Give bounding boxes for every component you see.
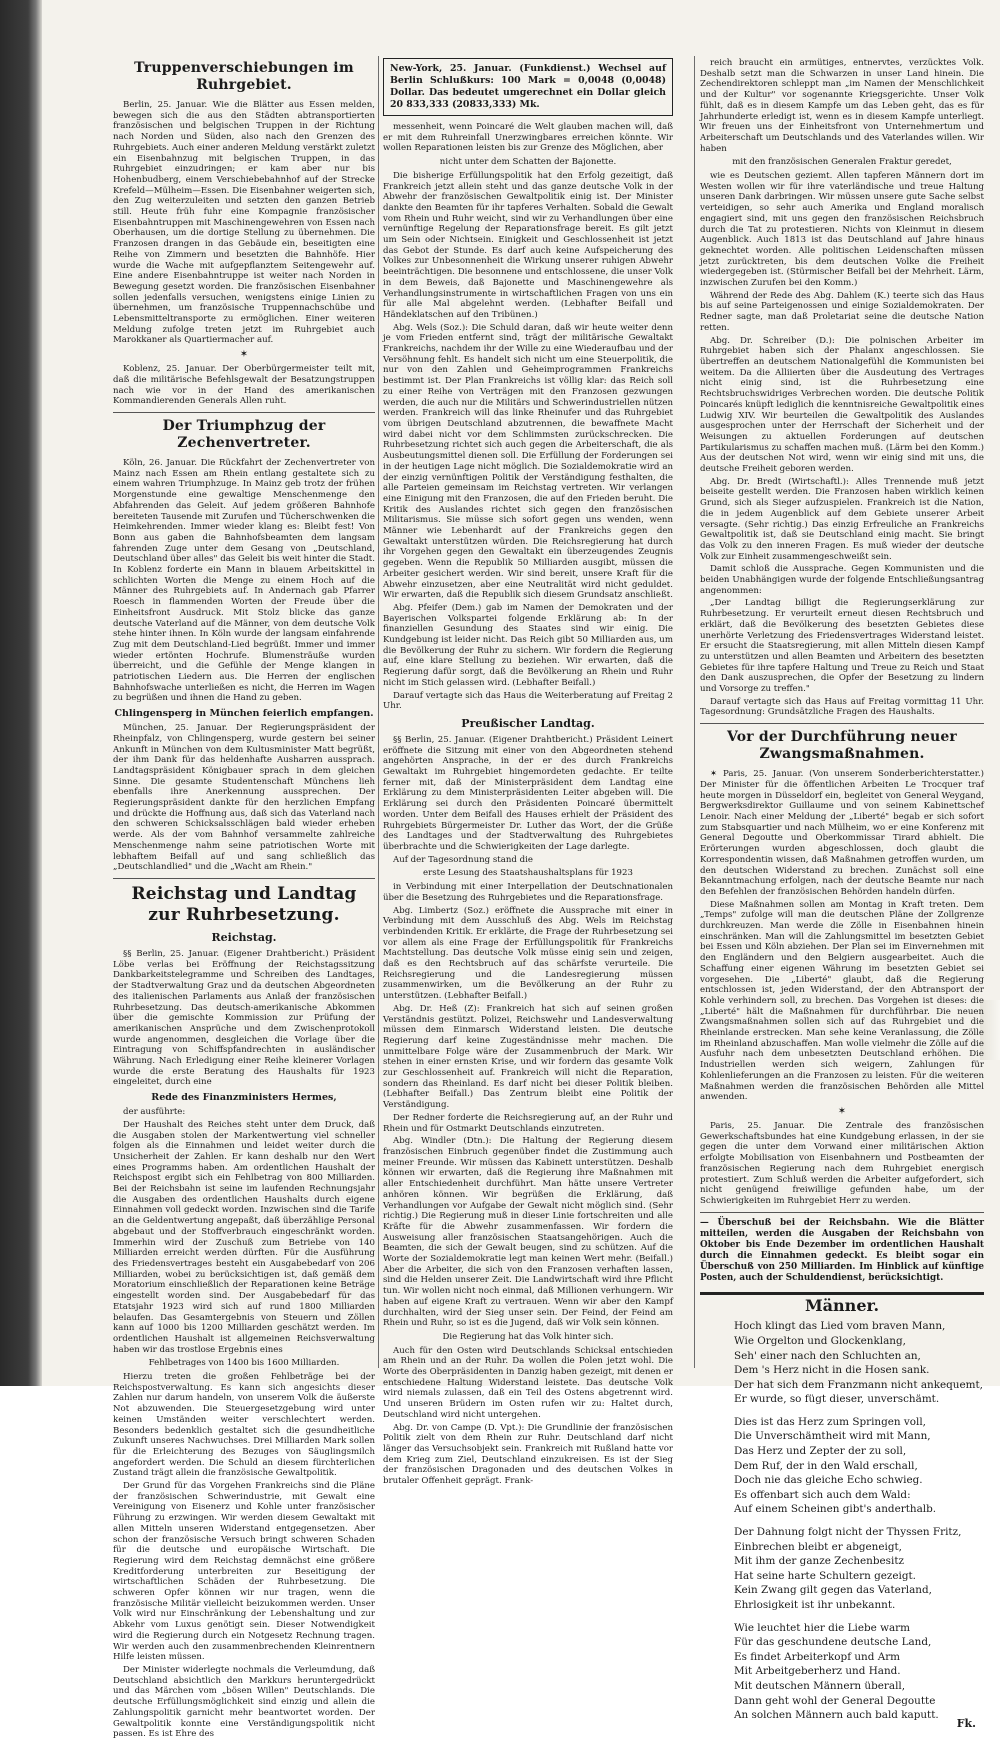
article-paragraph: Diese Maßnahmen sollen am Montag in Kraft treten. Dem „Temps" zufolge will man die deutschen Pläne der Zollgrenze durchkreuzen. Man werde die Zölle in Eisenbahnen hinein einschränken. Man will die Zahlungsmittel im besetzten Gebiet bei Essen und Köln abziehen. Der Plan sei im Einvernehmen mit den Engländern und den Belgiern ausgearbeitet. Auch die Schaffung einer eigenen Währung im besetzten Gebiet sei vorgesehen. Die „Liberté" glaubt, daß die Regierung entschlossen ist, jeden Widerstand, der den Abtransport der Kohle verhindern soll, zu brechen. Das Vorgehen ist dieses: die „Liberté" hält die Maßnahmen für durchführbar. Die neuen Zwangsmaßnahmen sollen sich auf das Ruhrgebiet und die Rheinlande erstrecken. Man sehe keine Veranlassung, die Zölle im Rheinland abzuschaffen. Man wolle vielmehr die Zölle auf die Ausfuhr nach dem unbesetzten Deutschland erhöhen. Die Industriellen werden sich weigern, Zahlungen für Kohlenlieferungen an die Franzosen zu leisten. Für die weiteren Maßnahmen werden die französischen Behörden alle Mittel anwenden. [700,899,984,1103]
article-paragraph: Darauf vertagte sich das Haus die Weiterberatung auf Freitag 2 Uhr. [383,690,673,712]
divider [113,412,375,413]
article-paragraph: wie es Deutschen geziemt. Allen tapferen Männern dort im Westen wollen wir für ihre vaterländische und treue Haltung unseren Dank darbringen. Wir müssen unsere gute Sache selbst verteidigen, so sehr auch Amerika und England moralisch engagiert sind, mit uns gegen den französischen Reichsbruch durch die Tat zu protestieren. Nichts von Kleinmut in diesem Augenblick. Auch 1813 ist das Deutschland auf Jahre hinaus geknechtet worden. Alle politischen Leidenschaften müssen jetzt zurücktreten, bis dem deutschen Volke die Freiheit wiedergegeben ist. (Stürmischer Beifall bei der Mehrheit. Lärm, inzwischen Zurufen bei den Komm.) [700,171,984,289]
poem-line: Hat seine harte Schultern gezeigt. [734,1569,916,1582]
article-paragraph: §§ Berlin, 25. Januar. (Eigener Drahtbericht.) Präsident Leinert eröffnete die Sitzung mit einer von den Abgeordneten stehend angehörten Ansprache, in der er des durch Frankreichs Gewaltakt im Ruhrgebiet hingemordeten gedachte. Er teilte ferner mit, daß der Ministerpräsident dem Landtag eine Erklärung zu dem Ministerpräsidenten Leiter abgeben will. Die Erklärung sei durch den Präsidenten Poincaré übermittelt worden. Unter dem Beifall des Hauses erhielt der Präsident des Ruhrgebiets Bürgermeister Dr. Luther das Wort, der die Grüße des Landtages und der Stadtverwaltung des Ruhrgebietes überbrachte und die Schwierigkeiten der Lage darlegte. [383,734,673,852]
poem-line: Es findet Arbeiterkopf und Arm [734,1650,901,1663]
column-1 [113,58,375,1740]
book-binding [0,0,42,1386]
poem-line: Kein Zwang gilt gegen das Vaterland, [734,1584,932,1597]
poem-line: Wie Orgelton und Glockenklang, [734,1334,906,1347]
article-paragraph: Die bisherige Erfüllungspolitik hat den Erfolg gezeitigt, daß Frankreich jetzt allein steht und das ganze deutsche Volk in der Abwehr der französischen Gewaltpolitik einig ist. Der Minister dankte den Beamten für ihr tapferes Verhalten. Sobald die Gewalt vom Rhein und Ruhr weicht, sind wir zu Verhandlungen über eine vernünftige Regelung der Reparationsfrage bereit. Es gilt jetzt um Sein oder Nichtsein. Einigkeit und Geschlossenheit ist jetzt das Gebot der Stunde. Es darf auch keine Aufspeicherung des Volkes zur Unbesonnenheit die Wirkung unserer ruhigen Abwehr beeinträchtigen. Die besonnene und entschlossene, die unser Volk in dem Beweis, daß Bajonette und Maschinengewehre als Verhandlungsinstrumente in wirtschaftlichen Fragen von uns ein für alle Mal abgelehnt werden. (Lebhafter Beifall und Händeklatschen auf den Tribünen.) [383,170,673,320]
article-paragraph: Damit schloß die Aussprache. Gegen Kommunisten und die beiden Unabhängigen wurde der folgende Entschließungsantrag angenommen: [700,564,984,596]
poem-line: Das Herz und Zepter der zu soll, [734,1445,907,1458]
article-paragraph: Abg. Dr. von Campe (D. Vpt.): Die Grundlinie der französischen Politik zielt von dem Rhein zur Ruhr. Deutschland darf nicht länger das Versuchsobjekt sein. Frankreich mit Rußland hatte vor dem Krieg zum Ziel, Deutschland einzukreisen. Es ist der Sieg der französischen Dragonaden und des deutschen Volkes in brutaler Offenheit geprägt. Frank- [383,1422,673,1487]
article-paragraph: Auf der Tagesordnung stand die [393,854,533,865]
article-paragraph: München, 25. Januar. Der Regierungspräsident der Rheinpfalz, von Chlingensperg, wurde gestern bei seiner Ankunft in München von dem Kultusminister Matt begrüßt, der ihm Dank für das heldenhafte Ausharren aussprach. Landtagspräsident Königbauer sprach in dem gleichen Sinne. Die gesamte Studentenschaft Münchens lieh ebenfalls ihre Anerkennung aussprechen. Der Regierungspräsident dankte für den herzlichen Empfang und drückte die Hoffnung aus, daß sich das Vaterland nach den schweren Schicksalsschlägen bald wieder erheben werde. Als der vom Bahnhof versammelte zahlreiche Menschenmenge nahm seine patriotischen Worte mit lebhaftem Beifall auf und sang schließlich das „Deutschlandlied" und die „Wacht am Rhein." [113,723,375,873]
article-paragraph: Berlin, 25. Januar. Wie die Blätter aus Essen melden, bewegen sich die aus den Städten abtransportierten französischen und belgischen Truppen in der Richtung nach Norden und Süden, also nach den Grenzen des Ruhrgebiets. Auch einer anderen Meldung verstärkt zuletzt ein Eisenbahnzug mit belgischen Truppen, in das Ruhrgebiet einzudringen; er kam aber nur bis Hohenbudberg, einem Verschiebebahnhof auf der Strecke Krefeld—Mülheim—Essen. Die Eisenbahner weigerten sich, den Zug weiterzuleiten und setzten den ganzen Betrieb still. Heute früh fuhr eine Kompagnie französischer Eisenbahntruppen mit Maschinengewehren von Essen nach Oberhausen, um die dortige Stellung zu übernehmen. Die Franzosen drangen in das Gebäude ein, beseitigten eine Reihe von Zimmern und besetzten die Bahnhöfe. Hier wurde die Wache mit aufgepflanztem Seitengewehr auf. Eine andere Eisenbahntruppe ist weiter nach Norden in Bewegung gesetzt worden. Die französischen Eisenbahner sollen jedenfalls versuchen, wenigstens einige Linien zu übernehmen, um französische Truppennachschübe und Lebensmitteltransporte zu ermöglichen. Einer weiteren Meldung zufolge treten jetzt im Ruhrgebiet auch Marokkaner als Quartiermacher auf. [113,100,375,346]
separator-star: ✶ [239,349,249,361]
poem [734,1319,984,1731]
poem-stanza [734,1415,984,1517]
article-paragraph: Abg. Windler (Dtn.): Die Haltung der Regierung diesem französischen Einbruch gegenüber findet die Zustimmung auch meiner Freunde. Wir müssen das Kabinett unterstützen. Deshalb können wir erwarten, daß die Regierung ihre Maßnahmen mit aller Entschiedenheit durchführt. Man hätte unsere Vertreter anhören können. Wir begrüßen die Erklärung, daß Verhandlungen vor Aufgabe der Gewalt nicht möglich sind. (Sehr richtig.) Die Regierung muß in dieser Linie fortschreiten und alle Kräfte für die Abwehr zusammenfassen. Wir fordern die Ausweisung aller französischen Staatsangehörigen. Auch die Beamten, die sich der Gewalt beugen, sind zu schützen. Auf die Worte der Sozialdemokratie legt man keinen Wert mehr. (Beifall.) Aber die Arbeiter, die sich von den Franzosen verhaften lassen, sind die Helden unserer Zeit. Die Landwirtschaft wird ihre Pflicht tun. Wir wollen nicht noch einmal, daß Millionen verhungern. Wir haben auf eigene Kraft zu vertrauen. Wenn wir aber den Kampf durchhalten, wird der Sieg unser sein. Der Feind, der Feind am Rhein und Ruhr, so ist es die Jugend, daß wir Volk sein können. [383,1136,673,1329]
poem-line: Dem 's Herz nicht in die Hosen sank. [734,1364,930,1377]
subheadline-reichstag: Reichstag. [211,931,277,944]
article-paragraph: Abg. Wels (Soz.): Die Schuld daran, daß wir heute weiter denn je vom Frieden entfernt sind, trägt der militärische Gewaltakt Frankreichs, nachdem ihr der Wille zu eine Wiederaufbau und der Versöhnung fehlt. Es handelt sich nicht um eine Steuerpolitik, die nur von den Zahlen und Geheimprogrammen Frankreichs bestimmt ist. Der Plan Frankreichs ist völlig klar: das Reich soll zu einer Reihe von Verträgen mit den Franzosen gezwungen werden, die auch nur die Militärs und Schwerindustriellen nützen werden. Frankreich will das linke Rheinufer und das Ruhrgebiet vom übrigen Deutschland abzutrennen, die bewaffnete Macht wird dabei nicht vor dem Schlimmsten zurückschrecken. Die Ruhrbesetzung richtet sich auch gegen die Arbeiterschaft, die als Ausbeutungsmittel dienen soll. Die Erfüllung der Forderungen sei in der heutigen Lage nicht möglich. Die Sozialdemokratie wird an der einzig vernünftigen Politik der Verständigung festhalten, die alle Parteien gemeinsam im Reichstag vertreten. Wir verlangen eine Einigung mit den Franzosen, die auf den Frieden beruht. Die Kritik des Auslandes richtet sich gegen den französischen Militarismus. Sie müsse sich sofort gegen uns wenden, wenn Männer wie Lebenhardt auf der Frankreichs gegen den Gewaltakt unterstützen würden. Die Reichsregierung hat durch ihr Vorgehen gegen den Gewaltakt ein überzeugendes Zeugnis gegeben. Wenn die Republik 50 Milliarden ausgibt, müssen die Arbeiter gesichert werden. Wir sind bereit, unsere Kraft für die Abwehr einzusetzen, aber eine Neutralität wird nicht geduldet. Wir erwarten, daß die Republik sich diesem Grundsatz anschließt. [383,322,673,601]
poem-line: Der Dahnung folgt nicht der Thyssen Fritz, [734,1526,962,1539]
headline-reichstag: Reichstag und Landtag zur Ruhrbesetzung. [131,884,357,925]
poem-line: Doch nie das gleiche Echo schwieg. [734,1474,923,1487]
highlight-line: Die Regierung hat das Volk hinter sich. [442,1331,614,1342]
article-paragraph: Paris, 25. Januar. Die Zentrale des französischen Gewerkschaftsbundes hat eine Kundgebung erlassen, in der sie gegen die unter dem Vorwand einer militärischen Aktion erfolgte Mobilisation von Eisenbahnern und Postbeamten der französischen Regierung nach dem Ruhrgebiet energisch protestiert. Zum Schluß werden die Arbeiter aufgefordert, sich nicht genügend freiwillige gefunden habe, um der Schwierigkeiten im Ruhrgebiet Herr zu werden. [700,1120,984,1206]
poem-line: Auf einem Scheinen gibt's anderthalb. [734,1503,937,1516]
highlight-line: mit den französischen Generalen Fraktur geredet, [732,157,952,168]
article-paragraph: Köln, 26. Januar. Die Rückfahrt der Zechenvertreter von Mainz nach Essen am Rhein entlang gestaltete sich zu einem wahren Triumphzuge. In Mainz geb trotz der frühen Morgenstunde eine gewaltige Menschenmenge den Abfahrenden das Geleit. Auf jedem größeren Bahnhofe bereiteten Tausende mit Zurufen und Tücherschwenken die Heimkehrenden. Immer wieder klang es: Bleibt fest! Von Bonn aus gaben die Bahnhofsbeamten dem langsam fahrenden Zuge unter dem Gesang von „Deutschland, Deutschland über alles" das Geleit bis weit hinter die Stadt. In Koblenz forderte ein Mann in blauem Arbeitskittel in schlichten Worten die Menge zu einem Hoch auf die Männer des Ruhrgebiets auf. In Andernach gab Pfarrer Roesch in flammenden Worten der Freude über die Einheitsfront Ausdruck. Mit Stolz blicke das ganze deutsche Vaterland auf die Männer, von dem deutsche Volk stehe hinter ihnen. In Köln wurde der langsam einfahrende Zug mit dem Deutschland-Lied begrüßt. Immer und immer wieder ertönten Hochrufe. Blumensträuße wurden überreicht, und die Gefühle der Menge klangen in patriotischen Liedern aus. Die Herren der englischen Bahnhofswache unterließen es nicht, die Herren im Wagen zu begrüßen und ihnen die Hand zu geben. [113,457,375,704]
article-paragraph: Abg. Pfeifer (Dem.) gab im Namen der Demokraten und der Bayerischen Volkspartei folgende Erklärung ab: In der finanziellen Gesundung des Staates sind wir einig. Die Kundgebung ist leider nicht. Das Reich gibt 50 Milliarden aus, um die Bevölkerung der Ruhr zu sichern. Wir fordern die Regierung auf, eine klare Stellung zu beziehen. Wir erwarten, daß die Regierung dafür sorgt, daß die Bevölkerung an Rhein und Ruhr nicht im Stich gelassen wird. (Lebhafter Beifall.) [383,602,673,688]
poem-line: Dies ist das Herz zum Springen voll, [734,1415,926,1428]
separator-star: ✶ [837,1105,847,1117]
poem-stanza [734,1319,984,1407]
reichsbahn-note: — Überschuß bei der Reichsbahn. Wie die Blätter mitteilen, werden die Ausgaben der Reichsbahn von Oktober bis Ende Dezember im ordentlichen Haushalt durch die Einnahmen gedeckt. Es bleibt sogar ein Überschuß von 250 Milliarden. Im Hinblick auf künftige Posten, auch der Schuldendienst, berücksichtigt. [700,1217,984,1283]
column-rule [378,56,379,1368]
poem-line: Ehrlosigkeit ist ihr unbekannt. [734,1599,896,1611]
article-paragraph: reich braucht ein armütiges, entnervtes, verzücktes Volk. Deshalb setzt man die Schwarzen in unser Land hinein. Die Zechendirektoren schleppt man „im Namen der Menschlichkeit und der Kultur" vor sogenannte Kriegsgerichte. Unser Volk fühlt, daß es in diesem Kampfe um das Leben geht, das es für Jahrhunderte erledigt ist, wenn es in diesem Kampfe unterliegt. Wir freuen uns der Einheitsfront von Unternehmertum und Arbeiterschaft um Deutschlands und des Vaterlandes willen. Wir haben [700,58,984,154]
headline-triumphzug: Der Triumphzug der Zechenvertreter. [162,417,326,451]
headline-truppen: Truppenverschiebungen im Ruhrgebiet. [134,60,354,93]
article-paragraph: Abg. Dr. Bredt (Wirtschaftl.): Alles Trennende muß jetzt beiseite gestellt werden. Die Franzosen haben wirklich keinen Grund, sich als Sieger aufzuspielen. Frankreich ist die Nation, die in jedem Augenblick auf dem Gebiete unserer Arbeit versagte. (Sehr richtig.) Das einzig Erfreuliche an Frankreichs Gewaltpolitik ist, daß sie Deutschland einig macht. Sie bringt das Volk zu den inneren Fragen. Es muß wieder der deutsche Volk zur Einheit zusammengeschweißt sein. [700,476,984,562]
subheadline-rede: Rede des Finanzministers Hermes, [151,1092,337,1104]
poem-line: Wie leuchtet hier die Liebe warm [734,1621,910,1634]
headline-zwangsmassnahmen: Vor der Durchführung neuer Zwangsmaßnahmen. [726,729,958,763]
poem-line: Er wurde, so fügt dieser, unverschämt. [734,1393,940,1406]
poem-line: Mit ihm der ganze Zechenbesitz [734,1555,904,1568]
poem-line: Mit Arbeitgeberherz und Hand. [734,1665,901,1678]
divider [700,723,984,724]
poem-stanza [734,1621,984,1723]
divider [113,878,375,879]
article-paragraph: Auch für den Osten wird Deutschlands Schicksal entschieden am Rhein und an der Ruhr. Da wollen die Polen jetzt wohl. Die Worte des Oberpräsidenten in Danzig haben gezeigt, mit denen er entschiedene Haltung Widerstand leistete. Das deutsche Volk wird niemals zulassen, daß ein Teil des Ostens abgetrennt wird. Und unseren Brüdern im Osten rufen wir zu: Haltet durch, Deutschland wird nicht untergehen. [383,1345,673,1420]
article-paragraph: Der Redner forderte die Reichsregierung auf, an der Ruhr und Rhein und für Ostmarkt Deutschlands einzutreten. [383,1112,673,1134]
poem-line: Die Unverschämtheit wird mit Mann, [734,1430,931,1443]
article-paragraph: Darauf vertagte sich das Haus auf Freitag vormittag 11 Uhr. Tagesordnung: Grundsätzliche Fragen des Haushalts. [700,696,984,718]
poem-title: Männer. [804,1295,880,1315]
poem-line: Dann geht wohl der General Degoutte [734,1694,936,1707]
quoted-resolution: „Der Landtag billigt die Regierungserklärung zur Ruhrbesetzung. Er verurteilt erneut diesen Rechtsbruch und erklärt, daß die Bevölkerung des besetzten Gebietes diese unerhörte Verletzung des Friedensvertrages Widerstand leistet. Er ersucht die Staatsregierung, mit allen Mitteln diesen Kampf zu unterstützen und allen Beamten und Arbeitern des besetzten Gebietes für ihre tapfere Haltung und Treue zu Reich und Staat den Dank auszusprechen, die Opfer der Besetzung zu lindern und Vorsorge zu treffen." [700,598,984,695]
article-paragraph: Abg. Dr. Heß (Z): Frankreich hat sich auf seinen großen Verständnis gestützt. Polizei, Reichswehr und Landesverwaltung müssen dem Einmarsch Widerstand leisten. Die deutsche Regierung darf keine Zugeständnisse mehr machen. Die unmittelbare Folge wäre der Zusammenbruch der Mark. Wir stehen in einer ernsten Krise, und wir fordern das gesamte Volk zur Geschlossenheit auf. Frankreich will nicht die Reparation, sondern das Rheinland. Es darf nicht bei dieser Politik bleiben. (Lebhafter Beifall.) Das Zentrum bleibt eine Politik der Verständigung. [383,1003,673,1111]
poem-signature: Fk. [956,1716,976,1730]
article-paragraph: ✶ Paris, 25. Januar. (Von unserem Sonderberichterstatter.) Der Minister für die öffentlichen Arbeiten Le Trocquer traf heute morgen in Düsseldorf ein, begleitet von General Weygand, Bergwerksdirektor Guillaume und von seinem Kabinettschef Lenoir. Nach einer Meldung der „Liberté" begab er sich sofort zum Stabsquartier und nach Mülheim, wo er eine Konferenz mit General Degoutte und Oberkommissar Tirard abhielt. Die Erörterungen wurden abgeschlossen, doch glaubt die Korrespondentin wissen, daß Maßnahmen getroffen wurden, um den deutschen Widerstand zu brechen. Zunächst soll eine Bekanntmachung erfolgen, nach der deutsche Beamte nur nach den Befehlen der französischen Behörden handeln dürfen. [700,769,984,897]
poem-line: Einbrechen bleibt er abgeneigt, [734,1540,902,1553]
article-paragraph: der ausführte: [123,1107,186,1118]
article-paragraph: §§ Berlin, 25. Januar. (Eigener Drahtbericht.) Präsident Löbe verlas bei Eröffnung der Reichstagssitzung Dankbarkeitstelegramme und Schreiben des Landtages, der Stadtverwaltung Graz und da deutschen Abgeordneten des italienischen Parlaments aus Anlaß der französischen Ruhrbesetzung. Das deutsch-amerikanische Abkommen über die gemischte Kommission zur Prüfung der amerikanischen Ansprüche und dem Zwischenprotokoll wurde angenommen, desgleichen die Vorlage über die Eintragung von Schiffspfandrechten in ausländischer Währung. Nach Erledigung einer Reihe kleinerer Vorlagen wurde die erste Beratung des Haushalts für 1923 eingeleitet, durch eine [113,949,375,1088]
exchange-rate-box: New-York, 25. Januar. (Funkdienst.) Wechsel auf Berlin Schlußkurs: 100 Mark = 0,0048 (0,0048) Dollar. Das bedeutet umgerechnet ein Dollar gleich 20 833,333 (20833,333) Mk. [383,58,673,116]
headline-landtag: Preußischer Landtag. [461,716,595,730]
poem-line: An solchen Männern auch bald kaputt. [734,1709,939,1722]
poem-line: Für das geschundene deutsche Land, [734,1636,932,1649]
divider [700,1212,984,1213]
poem-line: Seh' einer nach den Schluchten an, [734,1349,921,1362]
poem-line: Hoch klingt das Lied vom braven Mann, [734,1320,946,1333]
poem-line: Dem Ruf, der in den Wald erschall, [734,1459,918,1472]
column-2 [383,58,673,1487]
article-paragraph: Koblenz, 25. Januar. Der Oberbürgermeister teilt mit, daß die militärische Befehlsgewalt der Besatzungstruppen nach wie vor in der Hand des amerikanischen Kommandierenden Generals Allen ruht. [113,364,375,407]
highlight-line: Fehlbetrages von 1400 bis 1600 Milliarden. [148,1358,340,1369]
article-paragraph: Abg. Dr. Schreiber (D.): Die polnischen Arbeiter im Ruhrgebiet haben sich der Phalanx angeschlossen. Sie übertreffen an deutschem Nationalgefühl die Kommunisten bei weitem. Da die Alliierten über die Ausdeutung des Vertrages nicht einig sind, ist die Ruhrbesetzung eine Rechtsbruchswidriges Verbrechen worden. Die deutsche Politik Poincarés knüpft lediglich die kenntnisreiche Gewaltpolitik eines Ludwig XIV. Wir beurteilen die Gewaltpolitik des Auslandes ausgesprochen unter der Herrschaft der Sicherheit und der Weisungen zu aktuellen Forderungen auf deutschen Partikularismus zu schaffen machen muß. (Lärm bei den Komm.) Aus der deutschen Not wird, wenn wir einig sind mit uns, die deutsche Freiheit geboren werden. [700,335,984,475]
poem-line: Es offenbart sich auch dem Wald: [734,1488,911,1501]
poem-line: Mit deutschen Männern überall, [734,1679,906,1692]
column-3 [700,58,984,1730]
divider-thick [700,1292,984,1295]
poem-line: Der hat sich dem Franzmann nicht ankequemt, [734,1378,983,1391]
article-paragraph: Der Grund für das Vorgehen Frankreichs sind die Pläne der französischen Schwerindustrie, mit Gewalt eine Vereinigung von Eisenerz und Kohle unter französischer Führung zu erzwingen. Wir werden diesem Gewaltakt mit allen Mitteln unseren Widerstand entgegensetzen. Aber schon der französische Versuch bringt schweren Schaden für die deutsche und europäische Wirtschaft. Die Regierung wird dem Reichstag demnächst eine größere Kreditforderung unterbreiten zur Beseitigung der wirtschaftlichen Schäden der Ruhrbesetzung. Die schweren Opfer können wir nur tragen, wenn die französische Militär vielleicht beizukommen werden. Unser Volk wird nur Einschränkung der Lebenshaltung und zur Abkehr vom Luxus genötigt sein. Dieser Notwendigkeit wird die Regierung durch ein Notgesetz Rechnung tragen. Wir werden auch den zusammenbrechenden Kleinrentnern Hilfe leisten müssen. [113,1481,375,1663]
column-rule [694,56,695,1368]
subheadline-chlingensperg: Chlingensperg in München feierlich empfangen. [114,708,374,720]
article-paragraph: Hierzu treten die großen Fehlbeträge bei der Reichspostverwaltung. Es kann sich angesichts dieser Zahlen nur darum handeln, von unserem Volk die äußerste Not abzuwenden. Die Steuergesetzgebung wird unter keinen Umständen weiter verschlechtert werden. Besonders bedenklich gestaltet sich die gesundheitliche Zukunft unseres Nachwuchses. Drei Milliarden Mark sollen für die Erleichterung des Bezuges von Säuglingsmilch angefordert werden. Die Schuld an diesem fürchterlichen Zustand trägt allein die französische Gewaltpolitik. [113,1372,375,1479]
article-paragraph: in Verbindung mit einer Interpellation der Deutschnationalen über die Besetzung des Ruhrgebietes und die Reparationsfrage. [383,882,673,903]
article-paragraph: messenheit, wenn Poincaré die Welt glauben machen will, daß er mit dem Ruhreinfall Unerzwingbares erreichen könnte. Wir wollen Reparationen leisten bis zur Grenze des Möglichen, aber [383,122,673,154]
highlight-line: erste Lesung des Staatshaushaltsplans für 1923 [423,868,633,879]
article-paragraph: Der Haushalt des Reiches steht unter dem Druck, daß die Ausgaben stolen der Markentwertung viel schneller folgen als die Einnahmen und leidet weiter durch die Unsicherheit der Zahlen. Er kann deshalb nur den Wert eines Programms haben. Am ordentlichen Haushalt der Reichspost ergibt sich ein Fehlbetrag von 800 Milliarden. Bei der Reichsbahn ist seine im laufenden Rechnungsjahr die Ausgaben des ordentlichen Haushalts durch eigene Einnahmen voll gedeckt worden. Inzwischen sind die Tarife an die Geldentwertung angepaßt, daß überzählige Personal abgebaut und der Stoffverbrauch eingeschränkt worden. Immerhin wird der Zuschuß zum Betriebe von 140 Milliarden erreicht werden dürften. Für die Ausführung des Friedensvertrages besteht ein Ausgabebedarf von 206 Milliarden, wobei zu berücksichtigen ist, daß gemäß dem Moratorium einschließlich der Reparationen keine Beträge eingestellt worden sind. Der Ausgabebedarf für das Etatsjahr 1923 wird sich auf rund 1800 Milliarden belaufen. Das Gesamtergebnis von Steuern und Zöllen kann auf 1000 bis 1200 Milliarden geschätzt werden. Im ordentlichen Haushalt ist allgemeinen Reichsverwaltung haben wir das trostlose Ergebnis eines [113,1119,375,1355]
highlight-line: nicht unter dem Schatten der Bajonette. [439,157,617,168]
article-paragraph: Abg. Limbertz (Soz.) eröffnete die Aussprache mit einer in Verbindung mit dem Ausschluß des Abg. Wels im Reichstag verbindenden Kritik. Er erklärte, die Frage der Ruhrbesetzung sei vor allem als eine Frage der Erfüllungspolitik für Frankreichs Machtstellung. Das deutsche Volk müsse einig sein und zeigen, daß es den Rechtsbruch auf das schärfste verurteile. Die Reichsregierung und die Landesregierung müssen zusammenwirken, um die Bevölkerung an der Ruhr zu unterstützen. (Lebhafter Beifall.) [383,905,673,1002]
poem-stanza [734,1525,984,1613]
article-paragraph: Der Minister widerlegte nochmals die Verleumdung, daß Deutschland absichtlich den Markkurs heruntergedrückt und das Märchen vom „bösen Willen" Deutschlands. Die deutsche Erfüllungsmöglichkeit sind einzig und allein die Zahlungspolitik garnicht mehr beantwortet worden. Der Gewaltpolitik konnte eine Verständigungspolitik nicht passen. Es ist Ehre des [113,1665,375,1740]
article-paragraph: Während der Rede des Abg. Dahlem (K.) teerte sich das Haus bis auf seine Parteigenossen und einige Sozialdemokraten. Der Redner sagte, man daß Proletariat seine die deutsche Nation retten. [700,290,984,333]
